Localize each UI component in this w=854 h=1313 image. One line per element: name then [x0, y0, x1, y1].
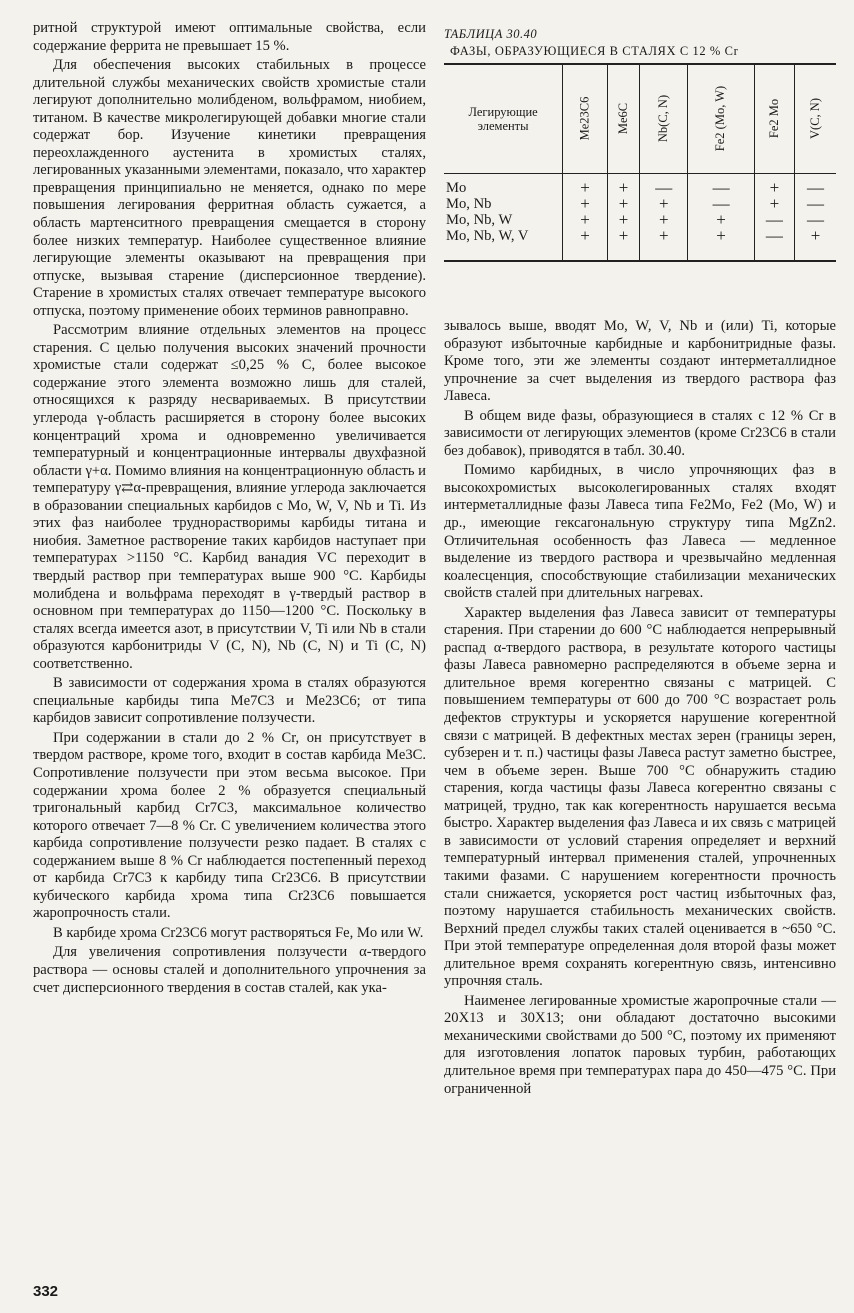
paragraph: ритной структурой имеют оптимальные свойства, если содержание феррита не превышает 15 %.: [33, 20, 426, 54]
cell-value: +: [618, 210, 629, 229]
cell-value: +: [580, 178, 590, 197]
table-caption: ФАЗЫ, ОБРАЗУЮЩИЕСЯ В СТАЛЯХ С 12 % Cr: [450, 44, 739, 58]
column-header-label: Fe2 Mo: [766, 98, 781, 139]
phase-column-values: [688, 174, 754, 262]
cell-value: +: [580, 226, 590, 245]
cell-value: +: [658, 226, 669, 245]
cell-value: +: [810, 226, 821, 245]
phase-column-values: [563, 174, 608, 262]
column-header-4: [754, 64, 794, 174]
cell-value: +: [618, 226, 629, 245]
cell-value: +: [618, 194, 629, 213]
cell-value: +: [658, 210, 669, 229]
column-header-label: Me6C: [616, 102, 631, 135]
row-header-cell: Легирующие элементы: [468, 105, 538, 133]
right-text-column: [444, 318, 836, 1098]
column-header-5: [795, 64, 836, 174]
cell-value: —: [807, 194, 825, 213]
left-text-column: [33, 20, 426, 997]
paragraph: Наименее легированные хромистые жаропрочные стали — 20Х13 и 30Х13; они обладают достаточно высокими механическими свойствами до 500 °С, поэтому их применяют для изготовления лопаток паровых турбин, работающих длительное время при температурах пара до 450—475 °С. При ограниченной: [444, 992, 836, 1097]
cell-value: +: [769, 194, 780, 213]
cell-value: —: [807, 178, 825, 197]
cell-value: —: [712, 194, 730, 213]
column-header-0: [563, 64, 608, 174]
phase-column-values: [607, 174, 639, 262]
table-label: ТАБЛИЦА 30.40: [444, 27, 538, 41]
column-header-label: Fe2 (Mo, W): [713, 85, 728, 152]
cell-value: +: [580, 194, 590, 213]
phases-table: [444, 63, 836, 262]
cell-value: +: [618, 178, 629, 197]
cell-value: —: [765, 226, 783, 245]
paragraph: Рассмотрим влияние отдельных элементов на процесс старения. С целью получения высоких значений прочности хромистые стали содержат ≤0,25 % С, более высокое содержание этого элемента возможно лишь для сталей, относящихся к разряду несвариваемых. В присутствии углерода γ-область расширяется в сторону более высоких концентраций хрома и одновременно увеличивается температурный и концентрационные интервалы двухфазной области γ+α. Помимо влияния на концентрационную область и температуру γ⇄α-превращения, влияние углерода заключается в образовании специальных карбидов с Mo, W, V, Nb и Ti. Из этих фаз наиболее труднорастворимы карбиды титана и ниобия. Заметное растворение таких карбидов наступает при температурах >1150 °С. Карбид ванадия VC переходит в твердый раствор при температурах выше 900 °С. Карбиды молибдена и вольфрама переходят в γ-твердый раствор в основном при температурах до 1150—1200 °С. Поскольку в сталях всегда имеется азот, в присутствии V, Ti или Nb в стали образуются карбонитриды V (C, N), Nb (C, N) и Ti (C, N) соответственно.: [33, 322, 426, 672]
cell-value: +: [716, 226, 726, 245]
paragraph: При содержании в стали до 2 % Cr, он присутствует в твердом растворе, кроме того, входит в состав карбида Me3C. Сопротивление ползучести при этом весьма высокое. При содержании хрома более 2 % образуется специальный тригональный карбид Cr7C3, максимальное количество которого отвечает 7—8 % Cr. С увеличением количества этого карбида сопротивление ползучести резко падает. В сталях с содержанием выше 8 % Cr наблюдается постепенный переход от карбида Cr7C3 к карбиду типа Cr23C6. В присутствии кубического карбида хрома типа Cr23C6 повышается жаропрочность стали.: [33, 729, 426, 922]
phase-column-values: [795, 174, 836, 262]
phase-column-values: [640, 174, 688, 262]
phases-table-block: [444, 27, 836, 262]
column-header-1: [607, 64, 639, 174]
paragraph: Характер выделения фаз Лавеса зависит от температуры старения. При старении до 600 °С наблюдается непрерывный распад α-твердого раствора, в результате которого частицы фазы Лавеса равномерно распределяются в объеме зерна и длительное время когерентно связаны с матрицей. С повышением температуры от 600 до 700 °С возрастает роль дефектов структуры и ускоряется нарушение когерентной связи с матрицей. В дефектных местах зерен (границы зерен, субзерен и т. п.) частицы фазы Лавеса растут заметно быстрее, чем в объеме зерен. Выше 700 °С обнаружить стадию старения, когда частицы фазы Лавеса когерентно связаны с матрицей, трудно, так как когерентность нарушается весьма быстро. Характер выделения фаз Лавеса и их связь с матрицей в зависимости от условий старения определяет и верхний температурный интервал применения сталей, упрочненных такими фазами. С нарушением когерентности прочность стали снижается, ускоряется рост частиц избыточных фаз, поэтому нарушается стабильность механических свойств. Верхний предел службы таких сталей оценивается в ~650 °С. При этой температуре определенная доля второй фазы может длительное время сохранять когерентную связь, интенсивно упрочняя сталь.: [444, 604, 836, 990]
row-name: Mo: [446, 180, 467, 196]
cell-value: —: [655, 178, 673, 197]
paragraph: В карбиде хрома Cr23C6 могут растворяться Fe, Mo или W.: [53, 924, 424, 941]
paragraph: Для обеспечения высоких стабильных в процессе длительной службы механических свойств хромистые стали легируют дополнительно молибденом, вольфрамом, ниобием, титаном. В качестве микролегирующей добавки многие стали содержат бор. Изучение кинетики превращения переохлажденного аустенита в хромистых сталях, легированных указанными элементами, показало, что характер превращения принципиально не меняется, однако по мере повышения легирования ферритная область сужается, а область мартенситного превращения смещается в сторону более низких температур. Наиболее существенное влияние легирующие элементы оказывают на превращения при отпуске, вызывая старение (дисперсионное твердение). Старение в хромистых сталях отвечает температуре высокого отпуска, поэтому применение обоих терминов равноправно.: [33, 57, 426, 319]
alloying-elements-cell: [444, 174, 563, 262]
column-header-label: Nb(C, N): [656, 94, 671, 143]
column-header-3: [688, 64, 754, 174]
cell-value: —: [712, 178, 730, 197]
cell-value: +: [580, 210, 590, 229]
cell-value: —: [765, 210, 783, 229]
cell-value: —: [807, 210, 825, 229]
column-header-label: Me23C6: [577, 96, 592, 141]
paragraph: В зависимости от содержания хрома в сталях образуются специальные карбиды типа Me7C3 и Me23C6; от типа карбидов зависит сопротивление ползучести.: [33, 675, 426, 727]
row-name: Mo, Nb, W, V: [446, 228, 529, 244]
paragraph: Для увеличения сопротивления ползучести α-твердого раствора — основы сталей и дополнительного упрочнения за счет дисперсионного твердения в состав сталей, как ука-: [33, 944, 426, 996]
phase-column-values: [754, 174, 794, 262]
cell-value: +: [769, 178, 780, 197]
paragraph: В общем виде фазы, образующиеся в сталях с 12 % Cr в зависимости от легирующих элементов (кроме Cr23C6 в стали без добавок), приводятся в табл. 30.40.: [444, 407, 836, 459]
cell-value: +: [716, 210, 726, 229]
column-header-label: V(C, N): [808, 98, 823, 139]
paragraph: зывалось выше, вводят Mo, W, V, Nb и (или) Ti, которые образуют избыточные карбидные и карбонитридные фазы. Кроме того, эти же элементы создают интерметаллидное упрочнение за счет выделения из твердого раствора фаз Лавеса.: [444, 318, 836, 405]
column-header-2: [640, 64, 688, 174]
row-name: Mo, Nb: [446, 196, 492, 212]
row-name: Mo, Nb, W: [446, 212, 513, 228]
cell-value: +: [658, 194, 669, 213]
page-number: 332: [33, 1283, 59, 1300]
paragraph: Помимо карбидных, в число упрочняющих фаз в высокохромистых высоколегированных сталях входят интерметаллидные фазы Лавеса типа Fe2Mo, Fe2 (Mo, W) и др., имеющие гексагональную структуру типа MgZn2. Отличительная особенность фаз Лавеса — медленное выделение из твердого раствора и чрезвычайно медленная коалесценция, способствующие стабилизации механических свойств сталей при длительных нагревах.: [444, 462, 836, 602]
